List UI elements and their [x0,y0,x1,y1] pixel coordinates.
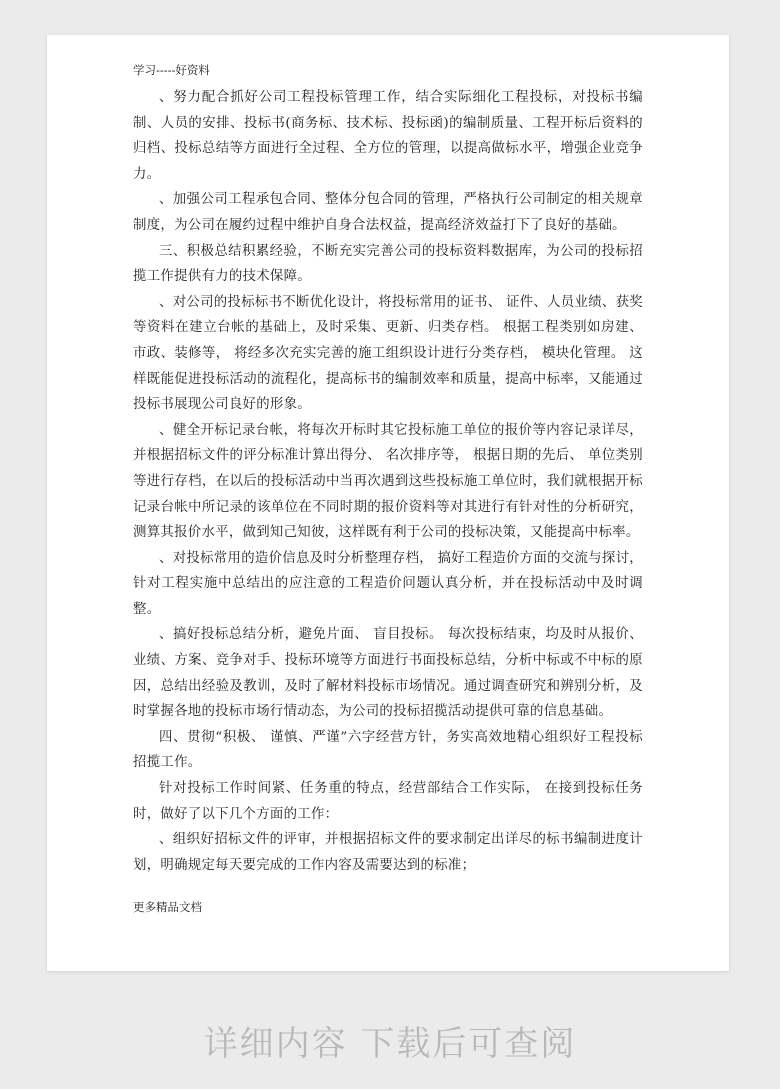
document-body [133,85,643,878]
paragraph: 、健全开标记录台帐，将每次开标时其它投标施工单位的报价等内容记录详尽，并根据招标文件的评分标准计算出得分、 名次排序等， 根据日期的先后、 单位类别等进行存档，在以后的投标活动中当再次遇到这些投标施工单位时，我们就根据开标记录台帐中所记录的该单位在不同时期的报价资料等对其进行有针对性的分析研究，测算其报价水平，做到知己知彼，这样既有利于公司的投标决策，又能提高中标率。 [133,422,643,541]
paragraph: 、组织好招标文件的评审，并根据招标文件的要求制定出详尽的标书编制进度计划，明确规定每天要完成的工作内容及需要达到的标准； [133,832,643,873]
paragraph: 三、积极总结积累经验，不断充实完善公司的投标资料数据库，为公司的投标招揽工作提供有力的技术保障。 [133,243,643,285]
page-footer: 更多精品文档 [133,900,202,914]
download-banner[interactable]: 详细内容 下载后可查阅 [203,1024,577,1064]
paragraph: 、对投标常用的造价信息及时分析整理存档， 搞好工程造价方面的交流与探讨，针对工程实施中总结出的应注意的工程造价问题认真分析，并在投标活动中及时调整。 [133,550,643,617]
page-header: 学习-----好资料 [133,63,210,77]
paragraph: 、努力配合抓好公司工程投标管理工作，结合实际细化工程投标，对投标书编制、人员的安排、投标书(商务标、技术标、投标函)的编制质量、工程开标后资料的归档、投标总结等方面进行全过程、全方位的管理，以提高做标水平，增强企业竞争力。 [133,90,643,182]
paragraph: 四、贯彻“积极、 谨慎、严谨”六字经营方针，务实高效地精心组织好工程投标招揽工作。 [133,729,643,771]
paragraph: 、搞好投标总结分析，避免片面、 盲目投标。 每次投标结束，均及时从报价、业绩、方案、竞争对手、投标环境等方面进行书面投标总结，分析中标或不中标的原因，总结出经验及教训，及时了解材料投标市场情况。通过调查研究和辨别分析，及时掌握各地的投标市场行情动态，为公司的投标招揽活动提供可靠的信息基础。 [133,627,643,720]
document-page [47,35,729,971]
paragraph: 、加强公司工程承包合同、整体分包合同的管理，严格执行公司制定的相关规章制度，为公司在履约过程中维护自身合法权益，提高经济效益打下了良好的基础。 [133,192,643,233]
paragraph: 、对公司的投标标书不断优化设计，将投标常用的证书、 证件、人员业绩、获奖等资料在建立台帐的基础上，及时采集、更新、归类存档。 根据工程类别如房建、市政、装修等， 将经多次充实完善的施工组织设计进行分类存档， 模块化管理。 这样既能促进投标活动的流程化，提高标书的编制效率和质量，提高中标率，又能通过投标书展现公司良好的形象。 [133,294,643,413]
paragraph: 针对投标工作时间紧、任务重的特点，经营部结合工作实际， 在接到投标任务时，做好了以下几个方面的工作： [133,781,643,822]
